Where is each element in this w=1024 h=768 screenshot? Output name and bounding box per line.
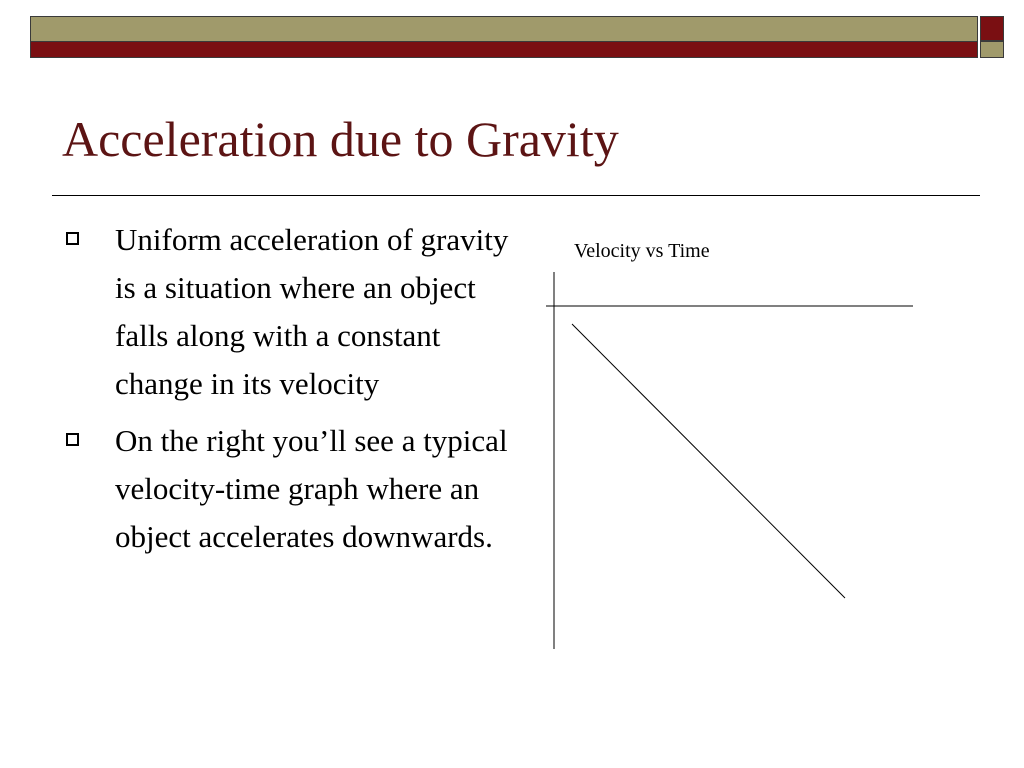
bullet-item xyxy=(62,216,512,408)
corner-block-maroon xyxy=(980,16,1004,41)
header-bar-maroon-stripe xyxy=(31,42,977,57)
velocity-line xyxy=(572,324,845,598)
bullet-list xyxy=(62,216,512,570)
header-bar-olive-stripe xyxy=(31,17,977,42)
header-bar xyxy=(30,16,978,58)
hollow-square-bullet-icon xyxy=(66,232,79,245)
slide-title: Acceleration due to Gravity xyxy=(62,111,619,167)
graph-title: Velocity vs Time xyxy=(574,240,710,262)
title-divider xyxy=(52,195,980,196)
bullet-item xyxy=(62,417,512,561)
bullet-text: On the right you’ll see a typical velocity-time graph where an object accelerates downwards. xyxy=(115,423,508,554)
corner-block-olive xyxy=(980,41,1004,58)
hollow-square-bullet-icon xyxy=(66,433,79,446)
bullet-text: Uniform acceleration of gravity is a situation where an object falls along with a constant change in its velocity xyxy=(115,222,509,401)
